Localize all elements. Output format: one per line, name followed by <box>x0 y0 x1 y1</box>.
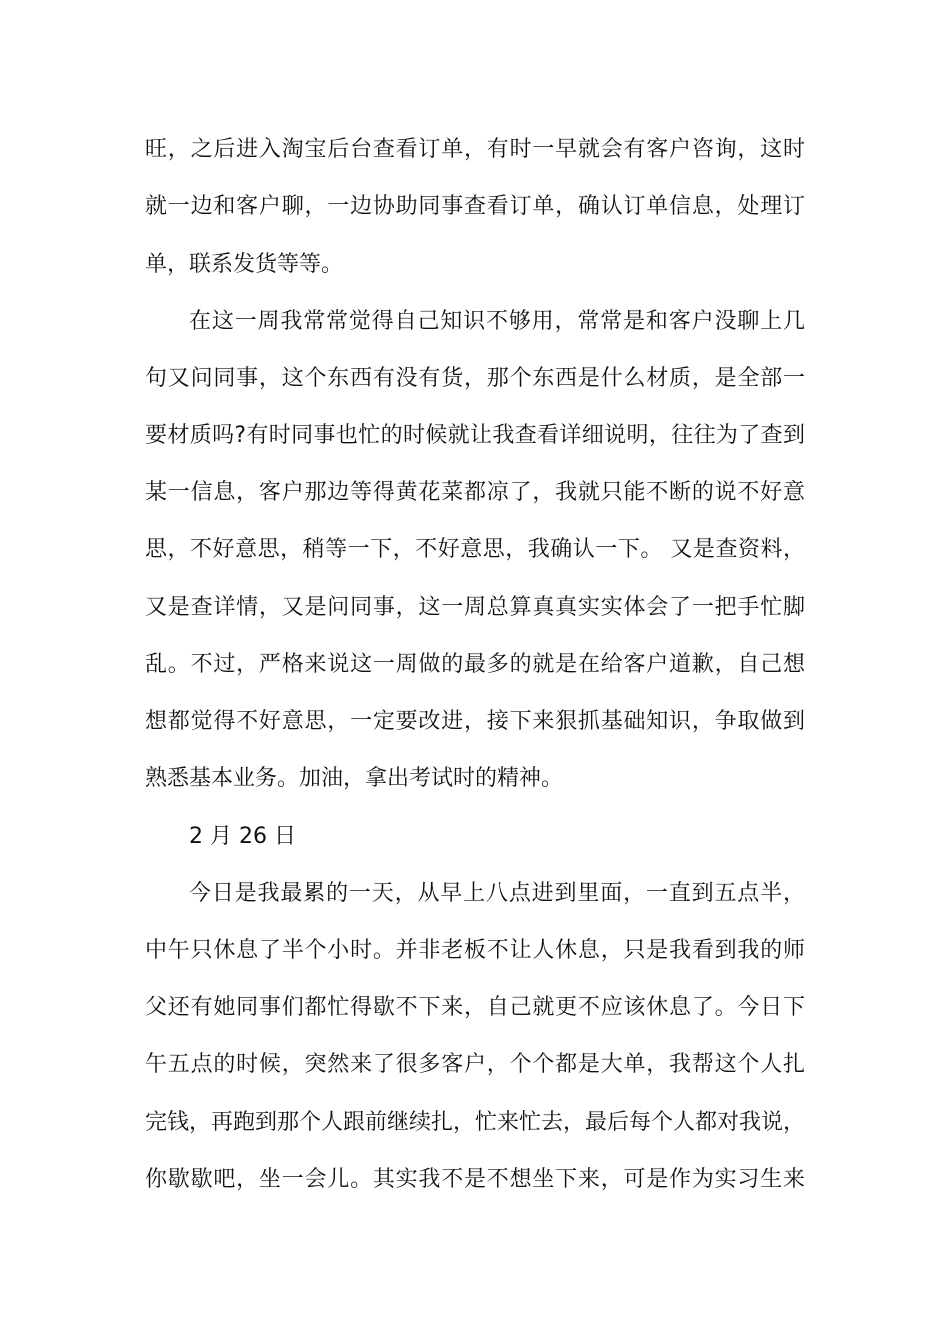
text-line: 想都觉得不好意思，一定要改进，接下来狠抓基础知识，争取做到 <box>145 709 805 734</box>
text-line: 中午只休息了半个小时。并非老板不让人休息，只是我看到我的师 <box>145 938 805 963</box>
text-line: 你歇歇吧，坐一会儿。其实我不是不想坐下来，可是作为实习生来 <box>145 1167 805 1192</box>
date-heading: 2 月 26 日 <box>189 824 296 849</box>
text-line: 思，不好意思，稍等一下，不好意思，我确认一下。 又是查资料， <box>145 537 805 562</box>
text-line: 某一信息，客户那边等得黄花菜都凉了，我就只能不断的说不好意 <box>145 480 805 505</box>
text-line: 单，联系发货等等。 <box>145 252 344 277</box>
text-line: 完钱，再跑到那个人跟前继续扎，忙来忙去，最后每个人都对我说， <box>145 1110 806 1135</box>
text-line: 在这一周我常常觉得自己知识不够用，常常是和客户没聊上几 <box>189 309 805 334</box>
text-line: 要材质吗?有时同事也忙的时候就让我查看详细说明，往往为了查到 <box>145 423 805 448</box>
text-line: 又是查详情，又是问同事，这一周总算真真实实体会了一把手忙脚 <box>145 595 805 620</box>
text-line: 今日是我最累的一天，从早上八点进到里面，一直到五点半， <box>189 881 805 906</box>
text-line: 午五点的时候，突然来了很多客户，个个都是大单，我帮这个人扎 <box>145 1052 805 1077</box>
text-line: 熟悉基本业务。加油，拿出考试时的精神。 <box>145 766 564 791</box>
text-line: 就一边和客户聊，一边协助同事查看订单，确认订单信息，处理订 <box>145 194 805 219</box>
text-line: 乱。不过，严格来说这一周做的最多的就是在给客户道歉，自己想 <box>145 652 805 677</box>
text-line: 父还有她同事们都忙得歇不下来，自己就更不应该休息了。今日下 <box>145 995 805 1020</box>
text-line: 句又问同事，这个东西有没有货，那个东西是什么材质，是全部一 <box>145 366 805 391</box>
text-line: 旺，之后进入淘宝后台查看订单，有时一早就会有客户咨询，这时 <box>145 137 805 162</box>
